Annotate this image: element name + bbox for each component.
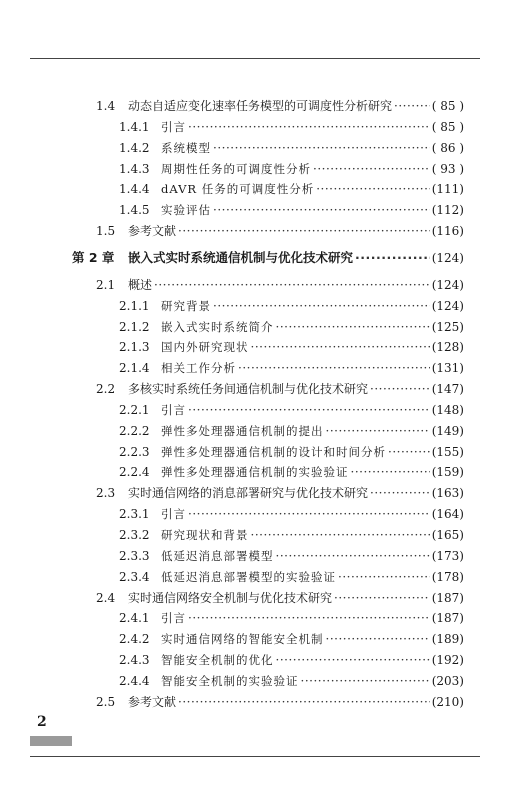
- toc-entry-number: 第 2 章: [72, 249, 115, 265]
- toc-subsection-row: [119, 504, 464, 524]
- toc-entry-number: 1.4.3: [119, 161, 150, 176]
- toc-entry-title: 嵌入式实时系统通信机制与优化技术研究: [128, 249, 354, 265]
- toc-entry-page: (192): [431, 653, 464, 668]
- toc-entry-number: 2.4: [96, 590, 116, 605]
- toc-entry-title: 智能安全机制的优化: [161, 653, 274, 668]
- toc-entry-number: 2.4.2: [119, 632, 150, 647]
- toc-entry-page: (124): [431, 277, 464, 292]
- dot-leader: [276, 317, 430, 337]
- toc-entry-title: 国内外研究现状: [161, 340, 249, 355]
- toc-entry-page: ( 86 ): [431, 140, 464, 155]
- toc-entry-title: 弹性多处理器通信机制的提出: [161, 423, 324, 438]
- page-number: 2: [37, 714, 47, 730]
- toc-subsection-row: [119, 671, 464, 691]
- toc-entry-title: 研究背景: [161, 298, 211, 313]
- toc-entry-page: (189): [431, 632, 464, 647]
- toc-subsection-row: [119, 400, 464, 420]
- toc-entry-number: 2.1.4: [119, 361, 150, 376]
- toc-subsection-row: [119, 629, 464, 649]
- toc-entry-number: 2.1.2: [119, 319, 150, 334]
- dot-leader: [178, 221, 430, 241]
- toc-entry-page: (131): [431, 361, 464, 376]
- toc-entry-page: (203): [431, 673, 464, 688]
- toc-entry-number: 2.2.1: [119, 402, 150, 417]
- toc-entry-number: 2.3.2: [119, 528, 150, 542]
- toc-entry-title: 概述: [128, 277, 153, 292]
- toc-entry-title: 研究现状和背景: [161, 528, 249, 542]
- toc-entry-page: (187): [431, 590, 464, 605]
- toc-entry-number: 2.4.1: [119, 611, 150, 626]
- toc-chapter-row: [72, 248, 464, 268]
- toc-entry-page: (128): [431, 340, 464, 355]
- toc-entry-title: 实时通信网络的消息部署研究与优化技术研究: [128, 486, 369, 501]
- dot-leader: [154, 275, 430, 295]
- toc-entry-number: 2.5: [96, 694, 116, 709]
- toc-entry-page: (148): [431, 402, 464, 417]
- toc-section-row: [96, 692, 464, 712]
- dot-leader: [213, 138, 430, 158]
- toc-entry-number: 2.1.1: [119, 298, 150, 313]
- dot-leader: [326, 629, 430, 649]
- dot-leader: [178, 692, 430, 712]
- dot-leader: [388, 442, 430, 462]
- toc-entry-number: 1.4.1: [119, 119, 150, 134]
- toc-subsection-row: [119, 179, 464, 199]
- toc-entry-number: 2.4.3: [119, 653, 150, 668]
- toc-entry-page: (116): [431, 224, 464, 239]
- dot-leader: [351, 462, 430, 482]
- toc-entry-page: ( 85 ): [431, 119, 464, 134]
- dot-leader: [188, 400, 430, 420]
- dot-leader: [370, 483, 430, 503]
- toc-subsection-row: [119, 442, 464, 462]
- toc-subsection-row: [119, 525, 464, 545]
- toc-entry-number: 2.4.4: [119, 673, 150, 688]
- toc-section-row: [96, 275, 464, 295]
- toc-entry-title: 嵌入式实时系统简介: [161, 319, 274, 334]
- toc-entry-title: 引言: [161, 507, 186, 522]
- toc-subsection-row: [119, 200, 464, 220]
- toc-section-row: [96, 483, 464, 503]
- toc-subsection-row: [119, 650, 464, 670]
- toc-entry-page: (125): [431, 319, 464, 334]
- toc-entry-title: 动态自适应变化速率任务模型的可调度性分析研究: [128, 99, 393, 113]
- toc-entry-title: 低延迟消息部署模型: [161, 548, 274, 563]
- toc-entry-page: (178): [431, 569, 464, 584]
- toc-subsection-row: [119, 138, 464, 158]
- dot-leader: [276, 650, 430, 670]
- toc-section-row: [96, 379, 464, 399]
- toc-entry-page: (163): [431, 486, 464, 501]
- toc-subsection-row: [119, 117, 464, 137]
- toc-section-row: [96, 588, 464, 608]
- dot-leader: [338, 567, 430, 587]
- dot-leader: [326, 421, 430, 441]
- toc-entry-title: 实时通信网络安全机制与优化技术研究: [128, 590, 333, 605]
- toc-subsection-row: [119, 159, 464, 179]
- dot-leader: [316, 179, 430, 199]
- toc-subsection-row: [119, 567, 464, 587]
- toc-entry-page: (187): [431, 611, 464, 626]
- toc-entry-page: (165): [431, 528, 464, 542]
- toc-entry-number: 1.5: [96, 224, 116, 239]
- toc-entry-number: 2.2: [96, 382, 116, 397]
- bottom-rule: [30, 756, 480, 757]
- toc-entry-number: 1.4.2: [119, 140, 150, 155]
- toc-entry-number: 2.3.1: [119, 507, 150, 522]
- toc-entry-number: 1.4.5: [119, 203, 150, 218]
- toc-subsection-row: [119, 358, 464, 378]
- toc-subsection-row: [119, 608, 464, 628]
- dot-leader: [334, 588, 430, 608]
- toc-entry-number: 2.2.4: [119, 465, 150, 480]
- toc-entry-page: ( 85 ): [431, 99, 464, 113]
- toc-entry-page: (147): [431, 382, 464, 397]
- toc-section-row: [96, 221, 464, 241]
- toc-entry-title: 引言: [161, 611, 186, 626]
- toc-entry-title: 系统模型: [161, 140, 211, 155]
- toc-entry-page: (173): [431, 548, 464, 563]
- dot-leader: [370, 379, 430, 399]
- dot-leader: [355, 248, 430, 268]
- dot-leader: [313, 159, 430, 179]
- toc-entry-title: 相关工作分析: [161, 361, 236, 376]
- toc-entry-page: (149): [431, 423, 464, 438]
- toc-entry-number: 1.4: [96, 99, 116, 113]
- toc-entry-title: 参考文献: [128, 694, 177, 709]
- toc-entry-page: (210): [431, 694, 464, 709]
- toc-entry-title: 参考文献: [128, 224, 177, 239]
- toc-entry-title: 实验评估: [161, 203, 211, 218]
- dot-leader: [213, 200, 430, 220]
- toc-entry-number: 2.1: [96, 277, 116, 292]
- toc-section-row: [96, 96, 464, 116]
- toc-entry-title: 引言: [161, 119, 186, 134]
- toc-entry-number: 2.2.3: [119, 444, 150, 459]
- toc-entry-number: 1.4.4: [119, 182, 150, 197]
- toc-entry-page: (124): [431, 298, 464, 313]
- toc-entry-page: ( 93 ): [431, 161, 464, 176]
- dot-leader: [276, 546, 430, 566]
- toc-entry-title: dAVR 任务的可调度性分析: [161, 182, 315, 197]
- toc-entry-page: (124): [431, 250, 464, 265]
- toc-subsection-row: [119, 296, 464, 316]
- toc-entry-title: 周期性任务的可调度性分析: [161, 161, 311, 176]
- toc-entry-title: 多核实时系统任务间通信机制与优化技术研究: [128, 382, 369, 397]
- toc-subsection-row: [119, 421, 464, 441]
- toc-entry-page: (159): [431, 465, 464, 480]
- toc-entry-number: 2.2.2: [119, 423, 150, 438]
- dot-leader: [188, 608, 430, 628]
- toc-entry-page: (164): [431, 507, 464, 522]
- dot-leader: [188, 117, 430, 137]
- dot-leader: [251, 337, 430, 357]
- toc-entry-number: 2.3: [96, 486, 116, 501]
- toc-entry-title: 低延迟消息部署模型的实验验证: [161, 569, 336, 584]
- toc-entry-title: 实时通信网络的智能安全机制: [161, 632, 324, 647]
- toc-entry-title: 弹性多处理器通信机制的实验验证: [161, 465, 349, 480]
- toc-entry-page: (112): [431, 203, 464, 218]
- dot-leader: [188, 504, 430, 524]
- toc-entry-page: (111): [431, 182, 464, 197]
- toc-entry-title: 引言: [161, 402, 186, 417]
- toc-entry-number: 2.3.3: [119, 548, 150, 563]
- toc-subsection-row: [119, 317, 464, 337]
- page-tab-marker: [30, 736, 72, 746]
- toc-entry-number: 2.1.3: [119, 340, 150, 355]
- dot-leader: [238, 358, 430, 378]
- toc-subsection-row: [119, 337, 464, 357]
- dot-leader: [213, 296, 430, 316]
- toc-entry-title: 智能安全机制的实验验证: [161, 673, 299, 688]
- dot-leader: [301, 671, 430, 691]
- toc-entry-number: 2.3.4: [119, 569, 150, 584]
- dot-leader: [251, 525, 430, 545]
- toc-entry-page: (155): [431, 444, 464, 459]
- toc-subsection-row: [119, 546, 464, 566]
- toc-entry-title: 弹性多处理器通信机制的设计和时间分析: [161, 444, 386, 459]
- dot-leader: [394, 96, 430, 116]
- toc-subsection-row: [119, 462, 464, 482]
- top-rule: [30, 58, 480, 59]
